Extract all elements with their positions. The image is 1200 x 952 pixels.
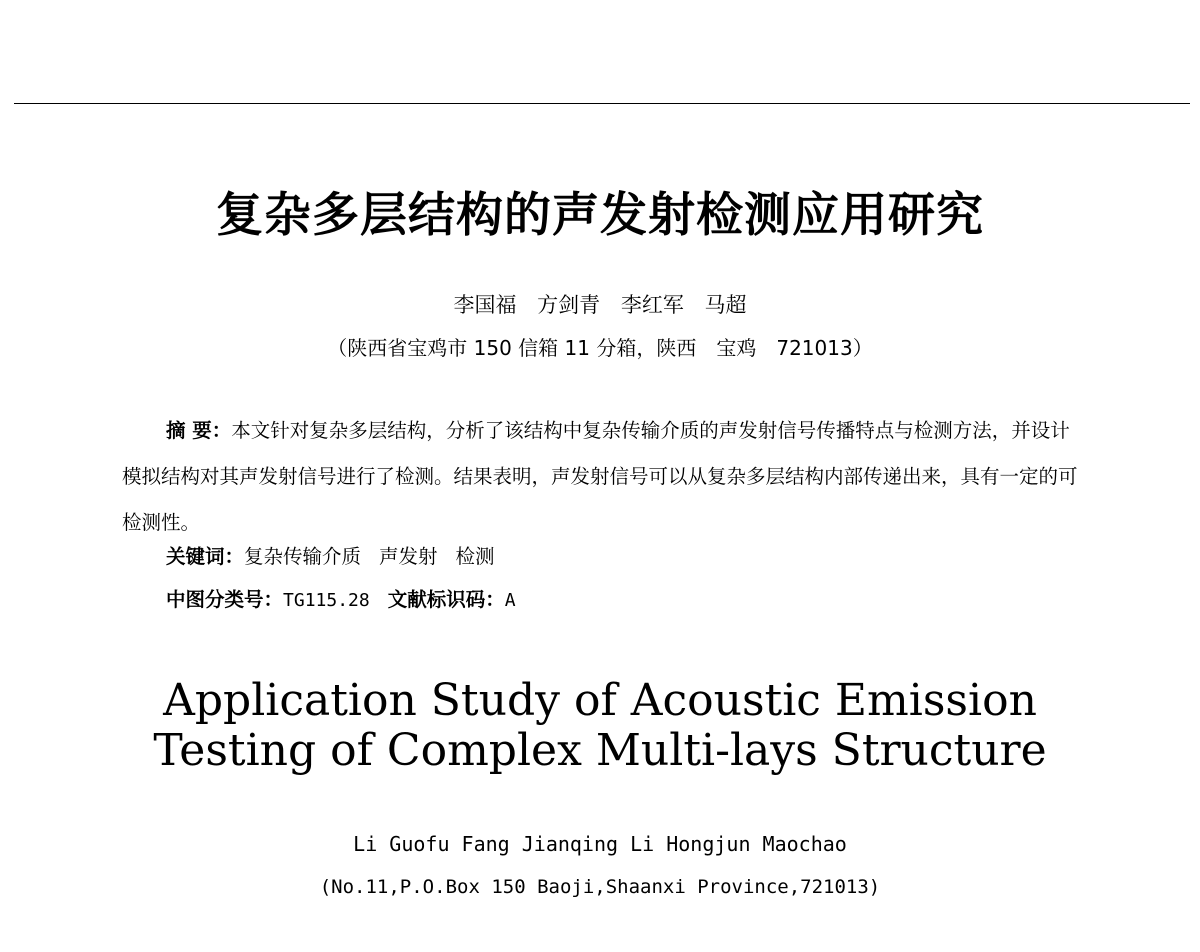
classification-label: 中图分类号： — [166, 588, 284, 611]
classification-line — [166, 585, 516, 616]
english-title-line-2: Testing of Complex Multi-lays Structure — [153, 725, 1047, 776]
keyword-item: 检测 — [455, 545, 495, 568]
english-title-line-1: Application Study of Acoustic Emission — [163, 675, 1037, 726]
header-rule — [14, 103, 1190, 104]
document-code-label: 文献标识码： — [387, 588, 505, 611]
keyword-item: 复杂传输介质 — [244, 545, 362, 568]
classification-value: TG115.28 — [283, 590, 370, 611]
document-code-value: A — [504, 590, 516, 611]
abstract-label: 摘 要： — [166, 419, 232, 442]
keyword-item: 声发射 — [379, 545, 438, 568]
abstract-text: 本文针对复杂多层结构，分析了该结构中复杂传输介质的声发射信号传播特点与检测方法，并设计模拟结构对其声发射信号进行了检测。结果表明，声发射信号可以从复杂多层结构内部传递出来，具有一定的可检测性。 — [122, 419, 1078, 534]
keywords-label: 关键词： — [166, 545, 245, 568]
english-affiliation: (No.11,P.O.Box 150 Baoji,Shaanxi Province,721013) — [319, 876, 881, 898]
keywords-line — [166, 542, 495, 572]
chinese-title: 复杂多层结构的声发射检测应用研究 — [216, 188, 984, 243]
english-title — [0, 676, 1200, 776]
chinese-authors: 李国福 方剑青 李红军 马超 — [453, 293, 747, 317]
english-authors: Li Guofu Fang Jianqing Li Hongjun Maochao — [353, 832, 847, 856]
chinese-affiliation: （陕西省宝鸡市 150 信箱 11 分箱，陕西 宝鸡 721013） — [327, 336, 873, 360]
chinese-abstract — [122, 408, 1082, 546]
